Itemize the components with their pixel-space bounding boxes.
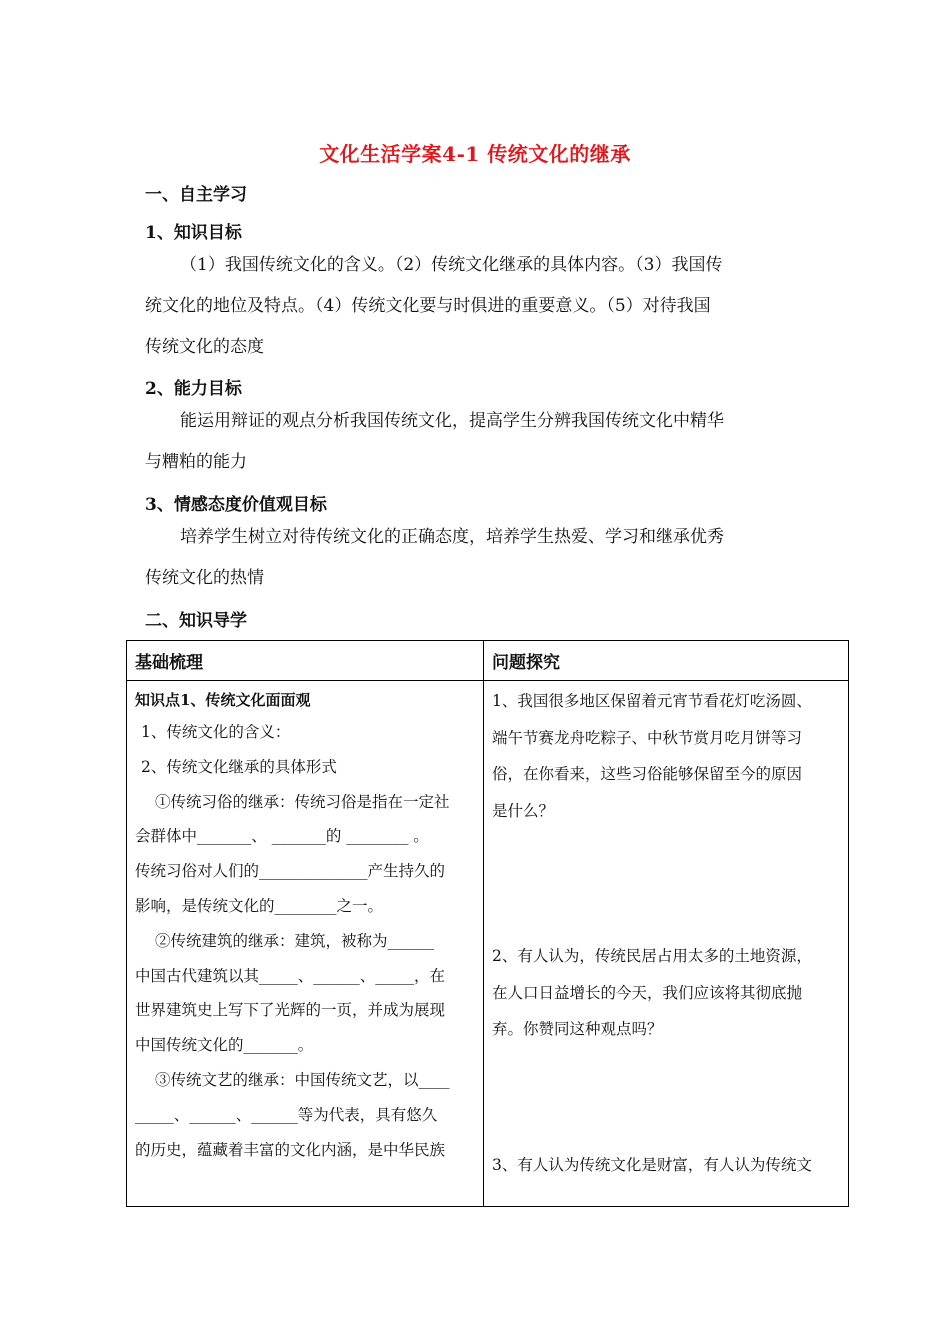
text-line: 2、有人认为，传统民居占用太多的土地资源， xyxy=(492,947,812,965)
text-line: 传统习俗对人们的______________产生持久的 xyxy=(135,862,446,881)
ability-goal-heading: 2、能力目标 xyxy=(145,379,242,399)
table-header-cell xyxy=(484,641,849,681)
answer-space xyxy=(492,829,842,938)
answer-space xyxy=(492,1048,842,1147)
knowledge-goal-text xyxy=(145,245,810,368)
text-line: 能运用辩证的观点分析我国传统文化，提高学生分辨我国传统文化中精华 xyxy=(180,411,724,431)
emotion-goal-text xyxy=(145,517,810,599)
knowledge-point-title: 知识点1、传统文化面面观 xyxy=(135,691,311,709)
text-line: 培养学生树立对待传统文化的正确态度，培养学生热爱、学习和继承优秀 xyxy=(180,527,724,547)
emotion-goal-heading: 3、情感态度价值观目标 xyxy=(145,495,327,515)
basics-header: 基础梳理 xyxy=(135,653,203,673)
text-line: 影响，是传统文化的________之一。 xyxy=(135,896,384,915)
ability-goal-text xyxy=(145,401,810,483)
study-table xyxy=(126,640,849,1207)
text-line: 1、我国很多地区保留着元宵节看花灯吃汤圆、 xyxy=(492,692,812,710)
text-line: 中国古代建筑以其_____、______、_____，在 xyxy=(135,966,446,985)
questions-cell xyxy=(484,681,849,1207)
text-line: 传统文化的热情 xyxy=(145,568,264,588)
table-header-cell xyxy=(127,641,484,681)
basics-cell xyxy=(127,681,484,1207)
text-line: 端午节赛龙舟吃粽子、中秋节赏月吃月饼等习 xyxy=(492,728,803,747)
text-line: 3、有人认为传统文化是财富，有人认为传统文 xyxy=(492,1155,812,1174)
text-line: 在人口日益增长的今天，我们应该将其彻底抛 xyxy=(492,983,803,1002)
question-3 xyxy=(492,1147,842,1184)
text-line: ③传统文艺的继承：中国传统文艺，以____ xyxy=(155,1070,450,1089)
text-line: 世界建筑史上写下了光辉的一页，并成为展现 xyxy=(135,1001,446,1020)
question-1 xyxy=(492,683,842,829)
text-line: 2、传统文化继承的具体形式 xyxy=(141,757,337,776)
text-line: （1）我国传统文化的含义。（2）传统文化继承的具体内容。（3）我国传 xyxy=(180,255,723,275)
text-line: ②传统建筑的继承：建筑，被称为______ xyxy=(155,931,435,950)
knowledge-goal-heading: 1、知识目标 xyxy=(145,223,242,243)
text-line: 中国传统文化的_______。 xyxy=(135,1036,314,1055)
text-line: 传统文化的态度 xyxy=(145,337,264,357)
document-title: 文化生活学案4-1 传统文化的继承 xyxy=(319,142,631,166)
text-line: 弃。你赞同这种观点吗？ xyxy=(492,1020,663,1038)
question-2 xyxy=(492,938,842,1048)
text-line: 俗，在你看来，这些习俗能够保留至今的原因 xyxy=(492,765,803,783)
questions-header: 问题探究 xyxy=(492,653,560,673)
text-line: 1、传统文化的含义： xyxy=(141,723,291,741)
text-line: 是什么？ xyxy=(492,801,555,820)
text-line: 统文化的地位及特点。（4）传统文化要与时俱进的重要意义。（5）对待我国 xyxy=(145,296,711,316)
text-line: 会群体中_______、 _______的 ________ 。 xyxy=(135,827,429,846)
text-line: 的历史，蕴藏着丰富的文化内涵，是中华民族 xyxy=(135,1140,446,1159)
text-line: _____、______、______等为代表，具有悠久 xyxy=(135,1105,438,1124)
section-heading-self-study: 一、自主学习 xyxy=(145,185,247,205)
section-heading-guided-study: 二、知识导学 xyxy=(145,611,247,631)
text-line: ①传统习俗的继承：传统习俗是指在一定社 xyxy=(155,792,450,811)
text-line: 与糟粕的能力 xyxy=(145,452,247,472)
